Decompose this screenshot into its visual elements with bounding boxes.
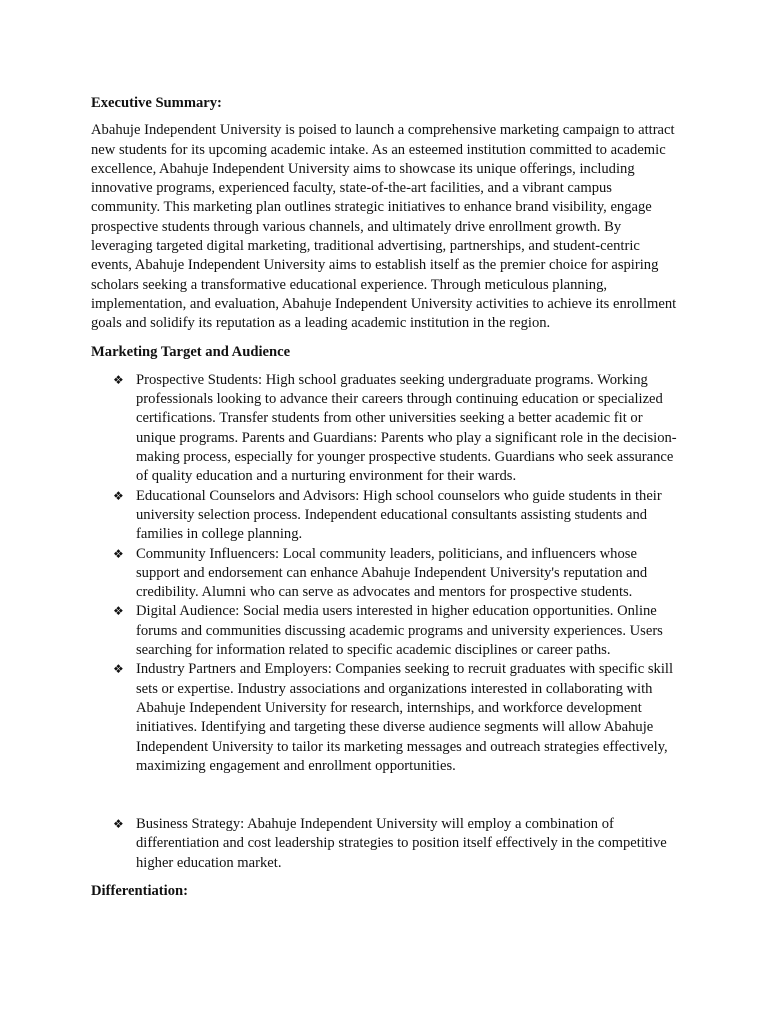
- list-item: [91, 815, 677, 873]
- audience-list: [91, 371, 677, 776]
- diamond-bullet-icon: ❖: [113, 546, 124, 561]
- diamond-bullet-icon: ❖: [113, 604, 124, 619]
- list-item-text: Digital Audience: Social media users interested in higher education opportunities. Online forums and communities discussing academic programs and university experiences. Users searching for information related to specific academic disciplines or career paths.: [136, 603, 663, 659]
- diamond-bullet-icon: ❖: [113, 817, 124, 832]
- executive-summary-paragraph: Abahuje Independent University is poised to launch a comprehensive marketing campaign to attract new students for its upcoming academic intake. As an esteemed institution committed to academic excellence, Abahuje Independent University aims to showcase its unique offerings, including innovative programs, experienced faculty, state-of-the-art facilities, and a vibrant campus community. This marketing plan outlines strategic initiatives to enhance brand visibility, engage prospective students through various channels, and ultimately drive enrollment growth. By leveraging targeted digital marketing, traditional advertising, partnerships, and student-centric events, Abahuje Independent University aims to establish itself as the premier choice for aspiring scholars seeking a transformative educational experience. Through meticulous planning, implementation, and evaluation, Abahuje Independent University activities to achieve its enrollment goals and solidify its reputation as a leading academic institution in the region.: [91, 122, 677, 332]
- list-item: [91, 660, 677, 776]
- list-item: [91, 545, 677, 603]
- spacer: [91, 776, 677, 815]
- diamond-bullet-icon: ❖: [113, 372, 124, 387]
- document-page: [91, 94, 677, 901]
- executive-summary-heading: Executive Summary:: [91, 95, 222, 111]
- diamond-bullet-icon: ❖: [113, 488, 124, 503]
- list-item-text: Educational Counselors and Advisors: High school counselors who guide students in their university selection process. Independent educational consultants assisting students and families in college planning.: [136, 487, 662, 543]
- differentiation-heading: Differentiation:: [91, 882, 188, 899]
- list-item: [91, 487, 677, 545]
- strategy-list: [91, 815, 677, 873]
- marketing-target-heading: Marketing Target and Audience: [91, 343, 291, 360]
- list-item-text: Business Strategy: Abahuje Independent University will employ a combination of differentiation and cost leadership strategies to position itself effectively in the competitive higher education market.: [136, 816, 667, 871]
- list-item: [91, 371, 677, 487]
- list-item: [91, 602, 677, 660]
- diamond-bullet-icon: ❖: [113, 662, 124, 677]
- list-item-text: Industry Partners and Employers: Companies seeking to recruit graduates with specific skill sets or expertise. Industry associations and organizations interested in collaborating with Abahuje Independent University for research, internships, and workforce development initiatives. Identifying and targeting these diverse audience segments will allow Abahuje Independent University to tailor its marketing messages and outreach strategies effectively, maximizing engagement and enrollment opportunities.: [136, 661, 674, 774]
- list-item-text: Prospective Students: High school graduates seeking undergraduate programs. Working professionals looking to advance their careers through continuing education or specialized certifications. Transfer students from other universities seeking a better academic fit or unique programs. Parents and Guardians: Parents who play a significant role in the decision-making process, especially for younger prospective students. Guardians who seek assurance of quality education and a nurturing environment for their wards.: [136, 371, 677, 485]
- list-item-text: Community Influencers: Local community leaders, politicians, and influencers whose support and endorsement can enhance Abahuje Independent University's reputation and credibility. Alumni who can serve as advocates and mentors for prospective students.: [136, 545, 648, 601]
